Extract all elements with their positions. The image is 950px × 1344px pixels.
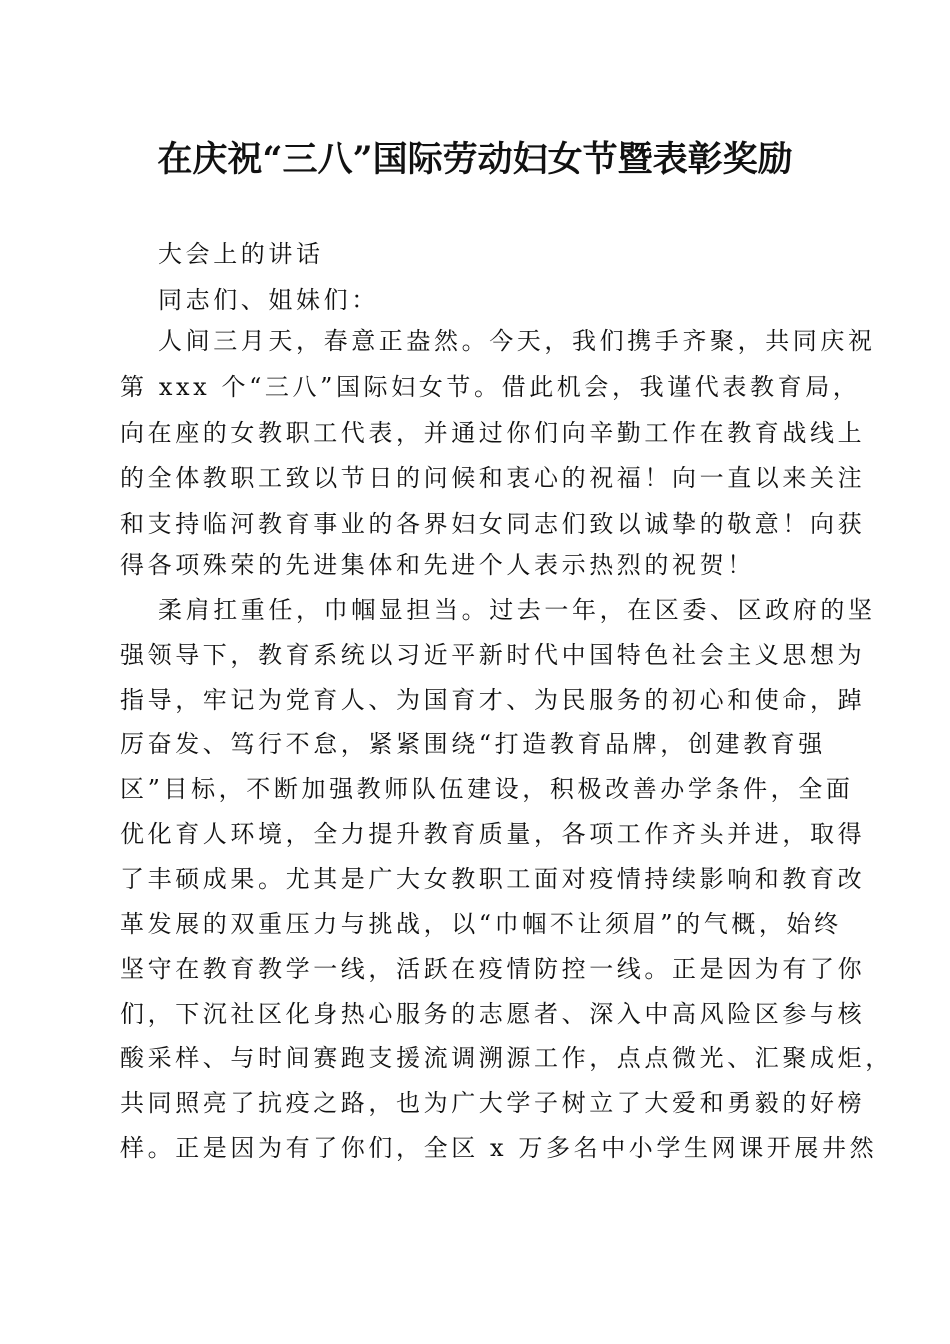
paragraph-2-line-8: 革发展的双重压力与挑战，以“巾帼不让须眉”的气概，始终 xyxy=(120,910,842,938)
paragraph-1-line-4: 的全体教职工致以节日的问候和衷心的祝福！向一直以来关注 xyxy=(120,464,866,492)
text-line-subtitle: 大会上的讲话 xyxy=(158,240,324,268)
paragraph-1-line-1: 人间三月天，春意正盎然。今天，我们携手齐聚，共同庆祝 xyxy=(158,327,876,355)
text-line-salutation: 同志们、姐妹们： xyxy=(158,286,379,314)
paragraph-2-line-13: 样。正是因为有了你们，全区 x 万多名中小学生网课开展井然 xyxy=(120,1134,878,1162)
paragraph-2-line-12: 共同照亮了抗疫之路，也为广大学子树立了大爱和勇毅的好榜 xyxy=(120,1089,866,1117)
paragraph-2-line-3: 指导，牢记为党育人、为国育才、为民服务的初心和使命，踔 xyxy=(120,686,866,714)
paragraph-1-line-2: 第 xxx 个“三八”国际妇女节。借此机会，我谨代表教育局， xyxy=(120,373,861,401)
paragraph-2-line-2: 强领导下，教育系统以习近平新时代中国特色社会主义思想为 xyxy=(120,641,866,669)
paragraph-1-line-6: 得各项殊荣的先进集体和先进个人表示热烈的祝贺！ xyxy=(120,551,755,579)
paragraph-2-line-11: 酸采样、与时间赛跑支援流调溯源工作，点点微光、汇聚成炬， xyxy=(120,1044,893,1072)
paragraph-2-line-4: 厉奋发、笃行不怠，紧紧围绕“打造教育品牌，创建教育强 xyxy=(120,730,826,758)
paragraph-1-line-3: 向在座的女教职工代表，并通过你们向辛勤工作在教育战线上 xyxy=(120,419,866,447)
paragraph-2-line-7: 了丰硕成果。尤其是广大女教职工面对疫情持续影响和教育改 xyxy=(120,865,866,893)
paragraph-2-line-10: 们，下沉社区化身热心服务的志愿者、深入中高风险区参与核 xyxy=(120,1000,866,1028)
paragraph-2-line-1: 柔肩扛重任，巾帼显担当。过去一年，在区委、区政府的坚 xyxy=(158,596,876,624)
paragraph-2-line-6: 优化育人环境，全力提升教育质量，各项工作齐头并进，取得 xyxy=(120,820,866,848)
document-title: 在庆祝“三八”国际劳动妇女节暨表彰奖励 xyxy=(157,139,793,180)
paragraph-2-line-9: 坚守在教育教学一线，活跃在疫情防控一线。正是因为有了你 xyxy=(120,955,866,983)
paragraph-2-line-5: 区”目标，不断加强教师队伍建设，积极改善办学条件，全面 xyxy=(120,775,854,803)
paragraph-1-line-5: 和支持临河教育事业的各界妇女同志们致以诚挚的敬意！向获 xyxy=(120,510,866,538)
